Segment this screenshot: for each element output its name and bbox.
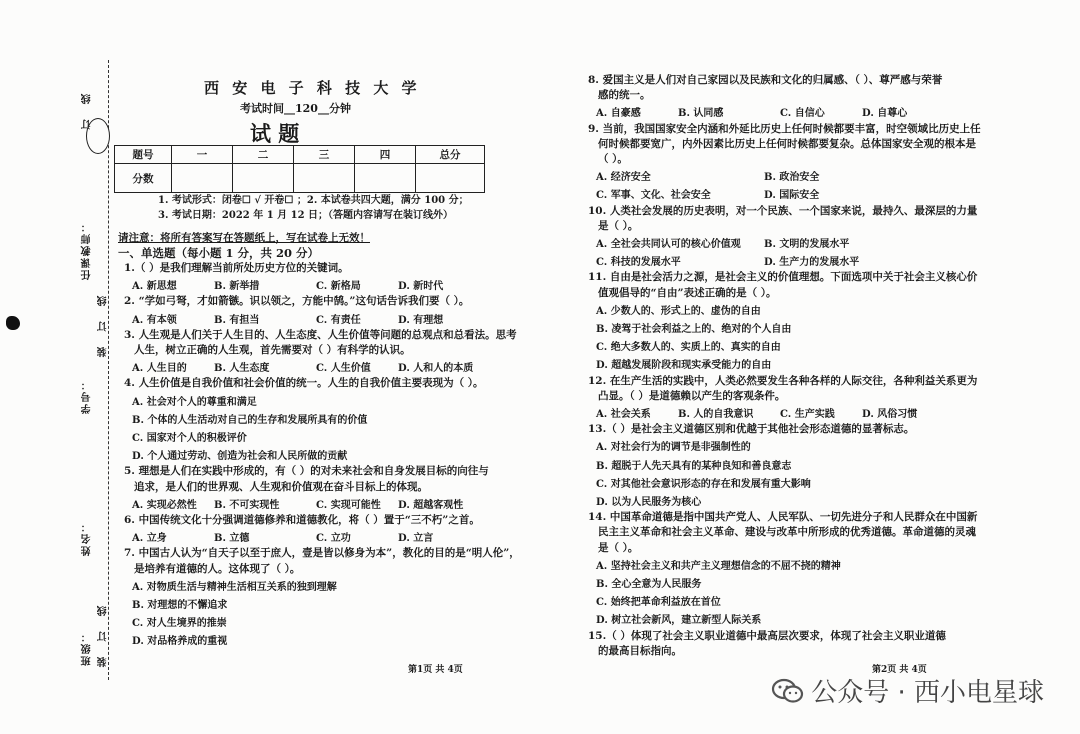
exam-time: 考试时间__120__分钟	[240, 102, 351, 115]
question-stem: 10. 人类社会发展的历史表明，对一个民族、一个国家来说，最持久、最深层的力量	[588, 204, 978, 217]
score-header-cell: 四	[355, 146, 416, 164]
question-stem: 13.（ ）是社会主义道德区别和优越于其他社会形态道德的显著标志。	[588, 423, 915, 436]
answer-option: A. 人生目的	[132, 363, 187, 375]
score-header-cell: 二	[233, 146, 294, 164]
answer-option: B. 人的自我意识	[678, 409, 754, 420]
answer-option: A. 少数人的、形式上的、虚伪的自由	[596, 305, 761, 317]
answer-option: D. 对品格养成的重视	[132, 636, 228, 648]
answer-option: C. 自信心	[780, 108, 825, 120]
answer-option: B. 新举措	[214, 281, 260, 293]
answer-option: B. 认同感	[678, 108, 724, 120]
answer-option: D. 人和人的本质	[398, 363, 474, 375]
binding-label-top: 订 线	[82, 88, 93, 130]
answer-option: C. 科技的发展水平	[596, 257, 681, 269]
question-stem: 追求，是人们的世界观、人生观和价值观在奋斗目标上的体现。	[134, 480, 428, 493]
score-cell	[233, 164, 294, 193]
question-stem: 是（ ）。	[598, 219, 639, 232]
answer-option: C. 生产实践	[780, 409, 835, 420]
exam-note: 1. 考试形式：闭卷☐ √ 开卷☐ ；2. 本试卷共四大题，满分 100 分；	[158, 195, 469, 206]
score-header-cell: 题号	[115, 146, 172, 164]
answer-option: B. 有担当	[214, 314, 260, 326]
answer-option: A. 对社会行为的调节是非强制性的	[596, 442, 751, 454]
notice: 请注意：将所有答案写在答题纸上，写在试卷上无效！	[118, 232, 370, 244]
score-row-label: 分数	[115, 164, 172, 193]
school-name: 西 安 电 子 科 技 大 学	[204, 79, 421, 97]
question-stem: 民主主义革命和社会主义革命、建设与改革中所形成的优秀道德。革命道德的灵魂	[598, 526, 976, 539]
answer-option: D. 自尊心	[862, 108, 908, 120]
answer-option: C. 对人生境界的推崇	[132, 618, 227, 630]
answer-option: B. 文明的发展水平	[764, 239, 850, 250]
question-stem: 2. “学如弓弩，才如箭镞。识以领之，方能中鹄。”这句话告诉我们要（ ）。	[124, 295, 470, 308]
answer-option: A. 经济安全	[596, 172, 651, 184]
answer-option: C. 实现可能性	[316, 499, 381, 511]
answer-option: D. 有理想	[398, 314, 444, 326]
question-stem: 是（ ）。	[598, 541, 639, 554]
answer-option: B. 凌驾于社会利益之上的、绝对的个人自由	[596, 324, 792, 335]
answer-option: A. 实现必然性	[132, 499, 197, 511]
page-footer: 第2页 共 4页	[872, 665, 927, 675]
answer-option: C. 绝大多数人的、实质上的、真实的自由	[596, 342, 781, 354]
answer-option: A. 坚持社会主义和共产主义理想信念的不屈不挠的精神	[596, 560, 841, 572]
answer-option: A. 立身	[132, 533, 167, 545]
answer-option: D. 以为人民服务为核心	[596, 497, 702, 508]
score-header-cell: 三	[294, 146, 355, 164]
answer-option: D. 风俗习惯	[862, 409, 918, 420]
answer-option: D. 立言	[398, 533, 434, 545]
answer-option: A. 自豪感	[596, 108, 641, 120]
score-cell	[355, 164, 416, 193]
watermark-text: 公众号 · 西小电星球	[811, 678, 1044, 708]
answer-option: C. 有责任	[316, 314, 361, 326]
answer-option: B. 全心全意为人民服务	[596, 579, 702, 590]
wechat-icon	[771, 677, 805, 705]
question-stem: 3. 人生观是人们关于人生目的、人生态度、人生价值等问题的总观点和总看法。思考	[124, 328, 517, 341]
answer-option: A. 社会关系	[596, 409, 651, 420]
question-stem: 凸显。（ ）是道德赖以产生的客观条件。	[598, 389, 786, 402]
answer-option: D. 超越客观性	[398, 499, 464, 511]
score-cell	[172, 164, 233, 193]
answer-option: C. 人生价值	[316, 363, 371, 375]
answer-option: B. 不可实现性	[214, 499, 280, 511]
question-stem: 值观倡导的“自由”表述正确的是（ ）。	[598, 286, 777, 299]
answer-option: A. 全社会共同认可的核心价值观	[596, 239, 741, 250]
answer-option: D. 国际安全	[764, 190, 820, 202]
section-heading: 一、单选题（每小题 1 分，共 20 分）	[118, 246, 320, 260]
answer-option: C. 国家对个人的积极评价	[132, 433, 247, 444]
answer-option: C. 立功	[316, 533, 351, 545]
ink-blot	[6, 316, 20, 330]
question-stem: 人生，树立正确的人生观，首先需要对（ ）有科学的认识。	[134, 344, 411, 356]
answer-option: D. 个人通过劳动、创造为社会和人民所做的贡献	[132, 451, 348, 463]
question-stem: 1.（ ）是我们理解当前所处历史方位的关键词。	[124, 262, 349, 274]
answer-option: B. 超脱于人先天具有的某种良知和善良意志	[596, 460, 792, 472]
question-stem: （ ）。	[598, 153, 628, 165]
answer-option: C. 新格局	[316, 281, 361, 293]
binding-label-middle: 装 订 线	[98, 290, 109, 357]
page-title: 试 题	[250, 121, 300, 146]
question-stem: 何时候都要宽广，内外因素比历史上任何时候都要复杂。总体国家安全观的根本是	[598, 137, 976, 150]
question-stem: 14. 中国革命道德是指中国共产党人、人民军队、一切先进分子和人民群众在中国新	[588, 511, 978, 524]
teacher-label: 任课教师：	[82, 220, 93, 280]
answer-option: D. 超越发展阶段和现实承受能力的自由	[596, 360, 772, 372]
class-label: 班级：	[82, 630, 93, 666]
question-stem: 11. 自由是社会活力之源，是社会主义的价值理想。下面选项中关于社会主义核心价	[588, 271, 978, 284]
answer-option: A. 社会对个人的尊重和满足	[132, 396, 257, 408]
answer-option: B. 政治安全	[764, 172, 820, 184]
student-id-label: 学号：	[82, 378, 93, 414]
answer-option: D. 生产力的发展水平	[764, 257, 860, 269]
page-footer: 第1页 共 4页	[408, 665, 463, 675]
answer-option: C. 对其他社会意识形态的存在和发展有重大影响	[596, 478, 811, 490]
question-stem: 7. 中国古人认为“自天子以至于庶人，壹是皆以修身为本”，教化的目的是“明人伦”，	[124, 547, 520, 560]
score-cell	[416, 164, 485, 193]
question-stem: 4. 人生价值是自我价值和社会价值的统一。人生的自我价值主要表现为（ ）。	[124, 377, 484, 390]
binding-label-bottom: 装 订 线	[98, 600, 109, 667]
question-stem: 感的统一。	[598, 89, 651, 102]
answer-option: C. 军事、文化、社会安全	[596, 190, 711, 202]
score-header-cell: 一	[172, 146, 233, 164]
name-label: 姓名：	[82, 520, 93, 556]
exam-note: 3. 考试日期：2022 年 1 月 12 日；（答题内容请写在装订线外）	[158, 210, 454, 221]
score-table	[114, 145, 485, 193]
answer-option: A. 新思想	[132, 281, 177, 293]
answer-option: B. 人生态度	[214, 363, 270, 375]
answer-option: A. 有本领	[132, 314, 177, 326]
question-stem: 8. 爱国主义是人们对自己家园以及民族和文化的归属感、（ ）、尊严感与荣誉	[588, 74, 943, 86]
question-stem: 15.（ ）体现了社会主义职业道德中最高层次要求，体现了社会主义职业道德	[588, 629, 946, 642]
watermark	[771, 672, 1044, 709]
question-stem: 5. 理想是人们在实践中形成的，有（ ）的对未来社会和自身发展目标的向往与	[124, 465, 489, 478]
answer-option: B. 个体的人生活动对自己的生存和发展所具有的价值	[132, 414, 368, 426]
question-stem: 9. 当前，我国国家安全内涵和外延比历史上任何时候都要丰富，时空领域比历史上任	[588, 122, 981, 135]
score-header-cell: 总分	[416, 146, 485, 164]
score-cell	[294, 164, 355, 193]
answer-option: B. 对理想的不懈追求	[132, 600, 228, 611]
answer-option: A. 对物质生活与精神生活相互关系的独到理解	[132, 581, 337, 593]
question-stem: 12. 在生产生活的实践中，人类必然要发生各种各样的人际交往，各种利益关系更为	[588, 374, 978, 387]
answer-option: D. 树立社会新风，建立新型人际关系	[596, 615, 762, 627]
question-stem: 6. 中国传统文化十分强调道德修养和道德教化，将（ ）置于“三不朽”之首。	[124, 514, 480, 526]
answer-option: B. 立德	[214, 533, 250, 545]
question-stem: 是培养有道德的人。这体现了（ ）。	[134, 562, 301, 575]
question-stem: 的最高目标指向。	[598, 644, 682, 657]
answer-option: D. 新时代	[398, 281, 444, 293]
answer-option: C. 始终把革命利益放在首位	[596, 597, 721, 609]
